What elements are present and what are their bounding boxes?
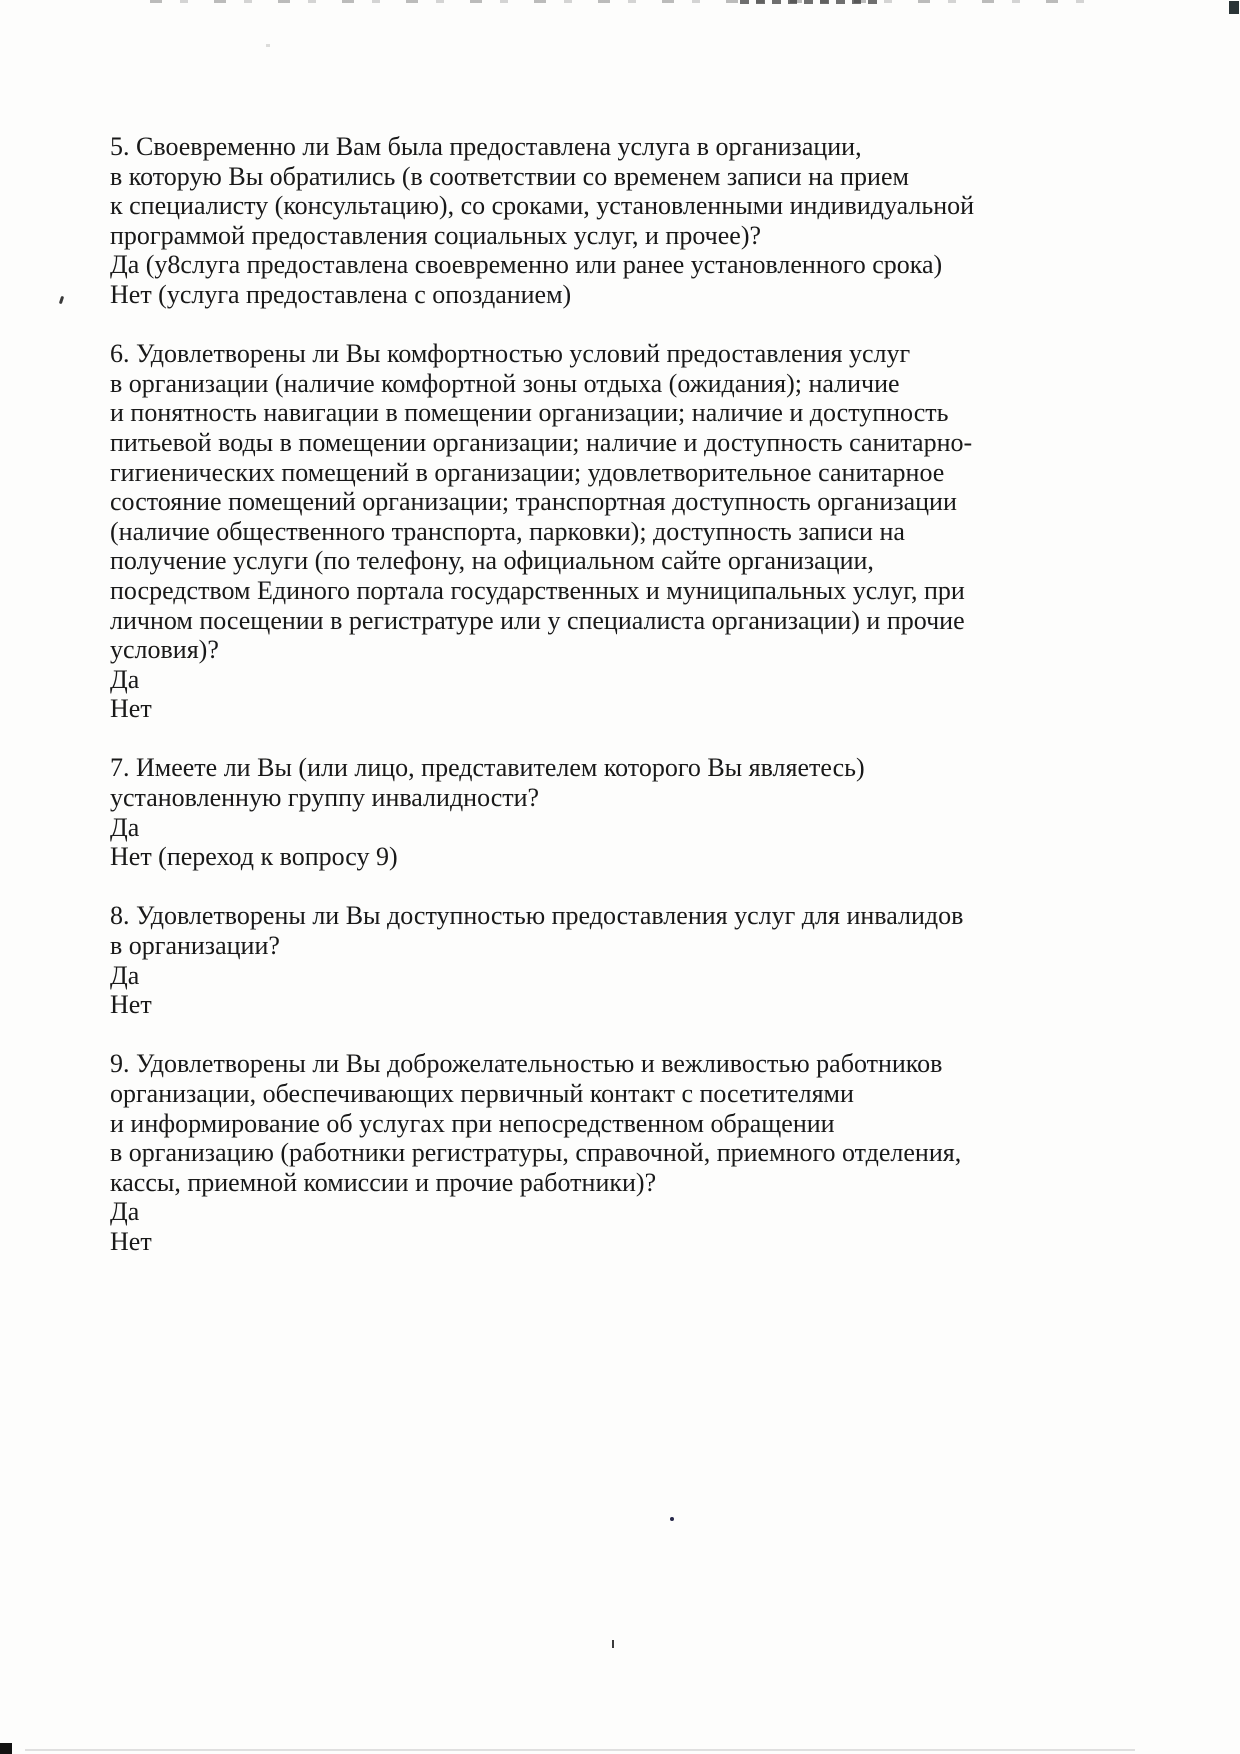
question-5-text-line: к специалисту (консультацию), со сроками, установленными индивидуальной xyxy=(110,191,975,221)
question-block-5 xyxy=(110,132,1170,310)
question-5-text-line: программой предоставления социальных услуг, и прочее)? xyxy=(110,220,762,250)
question-5-answer-no: Нет (услуга предоставлена с опозданием) xyxy=(110,279,572,309)
question-6-text-line: личном посещении в регистратуре или у специалиста организации) и прочие xyxy=(110,605,965,635)
scan-artifact-top-edge xyxy=(150,0,1110,3)
scan-artifact-top-edge-cluster xyxy=(740,0,880,4)
scan-artifact-bottom-line xyxy=(25,1749,1135,1751)
question-5-text-line: 5. Своевременно ли Вам была предоставлена услуга в организации, xyxy=(110,132,862,161)
question-6-text-line: получение услуги (по телефону, на официальном сайте организации, xyxy=(110,546,874,576)
question-6-text-line: 6. Удовлетворены ли Вы комфортностью условий предоставления услуг xyxy=(110,339,911,369)
scan-artifact-speck xyxy=(266,44,270,47)
question-block-9 xyxy=(110,1049,1170,1256)
question-6-text-line: (наличие общественного транспорта, парковки); доступность записи на xyxy=(110,516,905,546)
question-block-8 xyxy=(110,901,1170,1019)
question-6-text-line: и понятность навигации в помещении организации; наличие и доступность xyxy=(110,398,949,428)
question-6-text-line: состояние помещений организации; транспортная доступность организации xyxy=(110,487,957,517)
question-9-text-line: организации, обеспечивающих первичный контакт с посетителями xyxy=(110,1079,854,1108)
question-8-text-line: в организации? xyxy=(110,931,280,961)
question-6-text-line: гигиенических помещений в организации; удовлетворительное санитарное xyxy=(110,457,945,487)
question-block-7 xyxy=(110,753,1170,871)
question-7-answer-no: Нет (переход к вопросу 9) xyxy=(110,842,398,872)
question-5-answer-yes: Да (у8слуга предоставлена своевременно или ранее установленного срока) xyxy=(110,250,943,280)
question-7-text-line: 7. Имеете ли Вы (или лицо, представителем которого Вы являетесь) xyxy=(110,753,865,783)
question-7-answer-yes: Да xyxy=(110,812,140,842)
question-6-text-line: в организации (наличие комфортной зоны отдыха (ожидания); наличие xyxy=(110,368,900,398)
scan-artifact-apostrophe xyxy=(59,296,64,305)
question-6-text-line: условия)? xyxy=(110,635,219,665)
questionnaire-text xyxy=(110,132,1170,1286)
question-8-answer-no: Нет xyxy=(110,990,152,1020)
question-9-text-line: и информирование об услугах при непосредственном обращении xyxy=(110,1108,835,1138)
question-9-answer-yes: Да xyxy=(110,1197,140,1227)
question-9-answer-no: Нет xyxy=(110,1226,152,1256)
question-block-6 xyxy=(110,339,1170,724)
question-8-answer-yes: Да xyxy=(110,960,140,990)
question-9-text-line: 9. Удовлетворены ли Вы доброжелательностью и вежливостью работников xyxy=(110,1049,943,1079)
scan-artifact-bottom-left-corner xyxy=(0,1743,12,1754)
question-9-text-line: в организацию (работники регистратуры, справочной, приемного отделения, xyxy=(110,1138,962,1168)
question-6-text-line: посредством Единого портала государственных и муниципальных услуг, при xyxy=(110,575,965,605)
question-6-text-line: питьевой воды в помещении организации; наличие и доступность санитарно- xyxy=(110,427,973,457)
scan-artifact-tick xyxy=(612,1640,614,1648)
question-6-answer-yes: Да xyxy=(110,664,140,694)
question-5-text-line: в которую Вы обратились (в соответствии со временем записи на прием xyxy=(110,161,909,191)
question-6-answer-no: Нет xyxy=(110,694,152,724)
scan-artifact-top-right-corner xyxy=(1229,1,1239,14)
question-8-text-line: 8. Удовлетворены ли Вы доступностью предоставления услуг для инвалидов xyxy=(110,901,964,931)
question-7-text-line: установленную группу инвалидности? xyxy=(110,783,540,813)
question-9-text-line: кассы, приемной комиссии и прочие работники)? xyxy=(110,1167,657,1197)
scan-artifact-ink-dot xyxy=(670,1517,674,1521)
